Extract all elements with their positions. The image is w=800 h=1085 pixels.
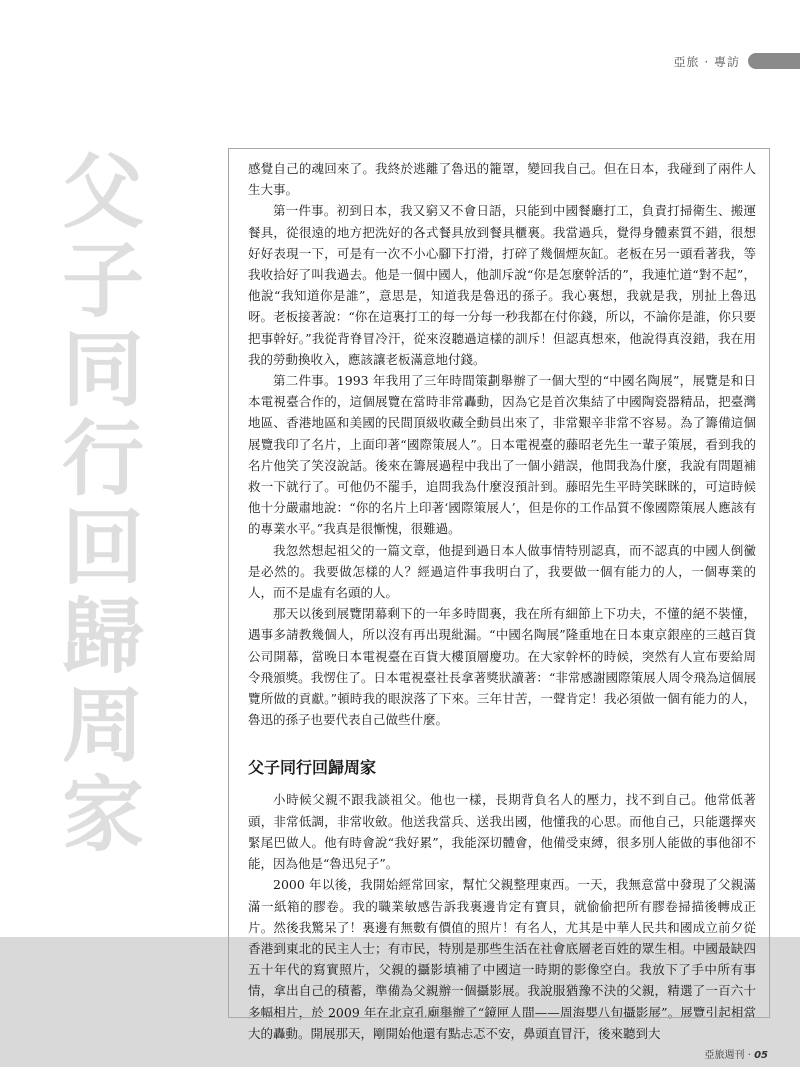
paragraph: 感覺自己的魂回來了。我終於逃離了魯迅的籠罩，變回我自己。但在日本，我碰到了兩件人生大事。 <box>248 161 756 198</box>
paragraph: 第一件事。初到日本，我又窮又不會日語，只能到中國餐廳打工，負責打掃衛生、搬運餐具，從很遠的地方把洗好的各式餐具放到餐具櫃裏。我當過兵，覺得身體素質不錯，很想好好表現一下，可是有一次不小心腳下打滑，打碎了幾個煙灰缸。老板在另一頭看著我，等我收拾好了叫我過去。他是一個中國人，他訓斥說“你是怎麼幹活的”，我連忙道“對不起”，他說“我知道你是誰”，意思是，知道我是魯迅的孫子。我心裏想，我就是我，別扯上魯迅呀。老板接著說：“你在這裏打工的每一分每一秒我都在付你錢，所以，不論你是誰，你只要把事幹好。”我從背脊冒冷汗，從來沒聽過這樣的訓斥！但認真想來，他說得真沒錯，我在用我的勞動換收入，應該讓老板滿意地付錢。 <box>248 203 756 367</box>
subheading: 父子同行回歸周家 <box>248 758 377 778</box>
section-tag <box>674 52 800 70</box>
section-label: 亞旅 · 專訪 <box>673 54 740 69</box>
paragraph: 第二件事。1993 年我用了三年時間策劃舉辦了一個大型的“中國名陶展”，展覽是和日本電視臺合作的，這個展覽在當時非常轟動，因為它是首次集結了中國陶瓷器精品，把臺灣地區、香港地區和美國的民間頂級收藏全動員出來了，非常艱辛非常不容易。為了籌備這個展覽我印了名片，上面印著“國際策展人”。日本電視臺的藤昭老先生一輩子策展，看到我的名片他笑了笑沒說話。後來在籌展過程中我出了一個小錯誤，他問我為什麼，我說有問題補救一下就行了。可他仍不罷手，追問我為什麼沒預計到。藤昭先生平時笑眯眯的，可這時候他十分嚴肅地說：“你的名片上印著‘國際策展人’，但是你的工作品質不像國際策展人應該有的專業水平。”我真是很慚愧，很難過。 <box>248 373 756 537</box>
page-number: 05 <box>754 1050 768 1061</box>
magazine-name: 亞旅週刊 · <box>704 1050 755 1061</box>
paragraph: 2000 年以後，我開始經常回家，幫忙父親整理東西。一天，我無意當中發現了父親滿滿一紙箱的膠卷。我的職業敏感告訴我裏邊肯定有寶貝，就偷偷把所有膠卷掃描後轉成正片。然後我驚呆了！裏邊有無數有價值的照片！有名人，尤其是中華人民共和國成立前夕從香港到東北的民主人士；有市民，特別是那些生活在社會底層老百姓的眾生相。中國最缺四五十年代的寫實照片，父親的攝影填補了中國這一時期的影像空白。我放下了手中所有事情，拿出自己的積蓄，準備為父親辦一個攝影展。我說服猶豫不決的父親，精選了一百六十多幅相片，於 2009 年在北京孔廟舉辦了“鏡匣人間——周海嬰八旬攝影展”。展覽引起相當大的轟動。開展那天，剛開始他還有點忐忑不安，鼻頭直冒汗，後來聽到大 <box>248 877 756 1041</box>
paragraph: 小時候父親不跟我談祖父。他也一樣，長期背負名人的壓力，找不到自己。他常低著頭，非常低調，非常收斂。他送我當兵、送我出國，他懂我的心思。而他自己，只能選擇夾緊尾巴做人。他有時會說“我好累”，我能深切體會，他備受束縛，很多別人能做的事他卻不能，因為他是“魯迅兒子”。 <box>248 792 756 872</box>
vertical-title: 父子同行回歸周家 <box>62 145 145 863</box>
article-frame <box>228 148 770 1018</box>
section-tab-marker <box>748 53 800 69</box>
page-footer <box>705 1046 768 1061</box>
paragraph: 那天以後到展覽閉幕剩下的一年多時間裏，我在所有細節上下功夫，不懂的絕不裝懂，遇事多請教幾個人，所以沒有再出現紕漏。“中國名陶展”隆重地在日本東京銀座的三越百貨公司開幕，當晚日本電視臺在百貨大樓頂層慶功。在大家幹杯的時候，突然有人宣布要給周令飛頒獎。我愣住了。日本電視臺社長拿著獎狀讀著：“非常感謝國際策展人周令飛為這個展覽所做的貢獻。”頓時我的眼淚落了下來。三年甘苦，一聲肯定！我必須做一個有能力的人，魯迅的孫子也要代表自己做些什麼。 <box>248 606 756 728</box>
paragraph: 我忽然想起祖父的一篇文章，他提到過日本人做事情特別認真，而不認真的中國人倒黴是必然的。我要做怎樣的人？經過這件事我明白了，我要做一個有能力的人，一個專業的人，而不是虛有名頭的人。 <box>248 542 756 601</box>
